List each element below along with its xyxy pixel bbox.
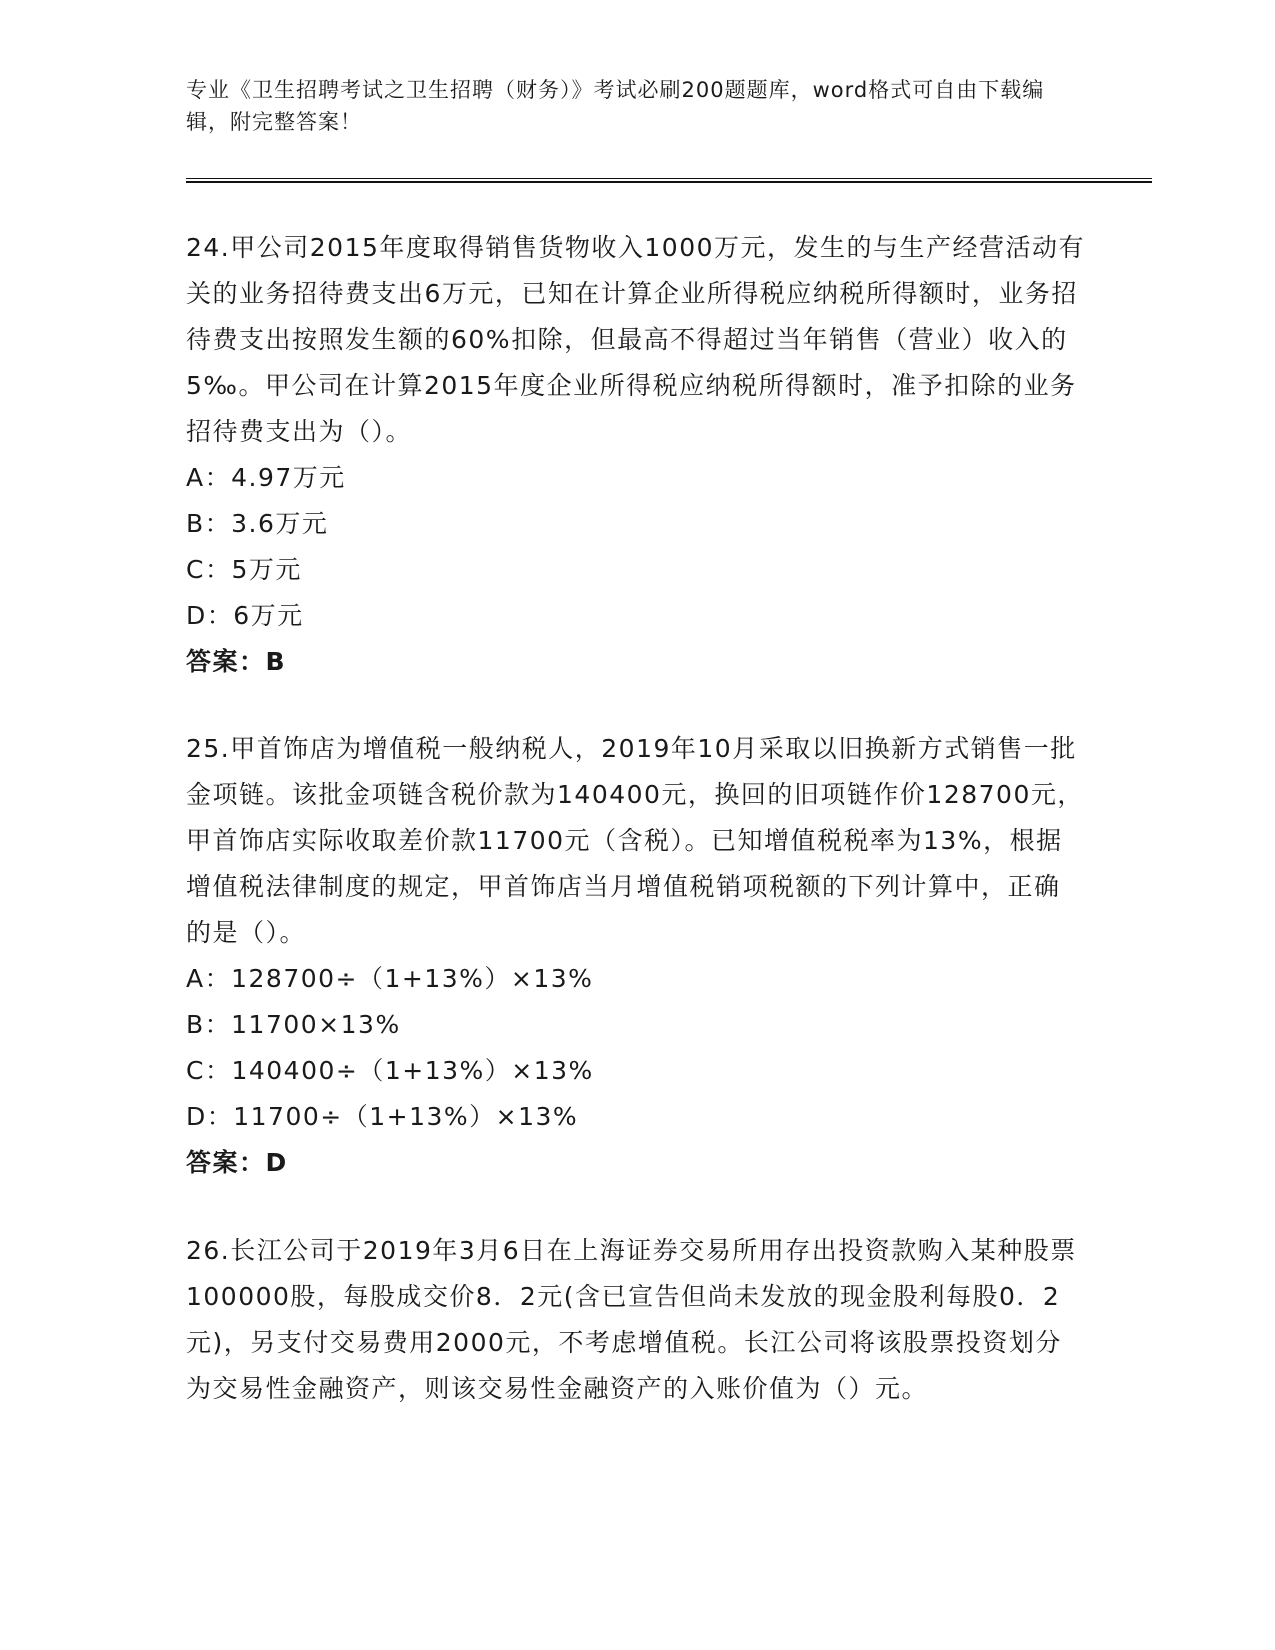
- option-c: C：140400÷（1+13%）×13%: [186, 1056, 594, 1085]
- answer: 答案：D: [186, 1148, 288, 1177]
- question-stem: 24.甲公司2015年度取得销售货物收入1000万元，发生的与生产经营活动有关的业务招待费支出6万元，已知在计算企业所得税应纳税所得额时，业务招待费支出按照发生额的60%扣除，但最高不得超过当年销售（营业）收入的5‰。甲公司在计算2015年度企业所得税应纳税所得额时，准予扣除的业务招待费支出为（）。: [186, 233, 1086, 446]
- header-divider-thick: [186, 181, 1152, 183]
- question-24: [186, 225, 1086, 685]
- option-c: C：5万元: [186, 555, 302, 584]
- document-header: 专业《卫生招聘考试之卫生招聘（财务）》考试必刷200题题库，word格式可自由下载编辑，附完整答案！: [186, 78, 1045, 134]
- option-d: D：6万元: [186, 601, 304, 630]
- header-divider-thin: [186, 178, 1152, 179]
- question-26: [186, 1228, 1086, 1412]
- question-stem: 26.长江公司于2019年3月6日在上海证券交易所用存出投资款购入某种股票100000股，每股成交价8．2元(含已宣告但尚未发放的现金股利每股0．2元)，另支付交易费用2000元，不考虑增值税。长江公司将该股票投资划分为交易性金融资产，则该交易性金融资产的入账价值为（）元。: [186, 1236, 1077, 1403]
- option-b: B：3.6万元: [186, 509, 329, 538]
- answer: 答案：B: [186, 647, 287, 676]
- question-stem: 25.甲首饰店为增值税一般纳税人，2019年10月采取以旧换新方式销售一批金项链。该批金项链含税价款为140400元，换回的旧项链作价128700元，甲首饰店实际收取差价款11700元（含税）。已知增值税税率为13%，根据增值税法律制度的规定，甲首饰店当月增值税销项税额的下列计算中，正确的是（）。: [186, 734, 1084, 947]
- option-d: D：11700÷（1+13%）×13%: [186, 1102, 579, 1131]
- option-a: A：128700÷（1+13%）×13%: [186, 964, 594, 993]
- question-25: [186, 726, 1086, 1186]
- option-b: B：11700×13%: [186, 1010, 401, 1039]
- option-a: A：4.97万元: [186, 463, 346, 492]
